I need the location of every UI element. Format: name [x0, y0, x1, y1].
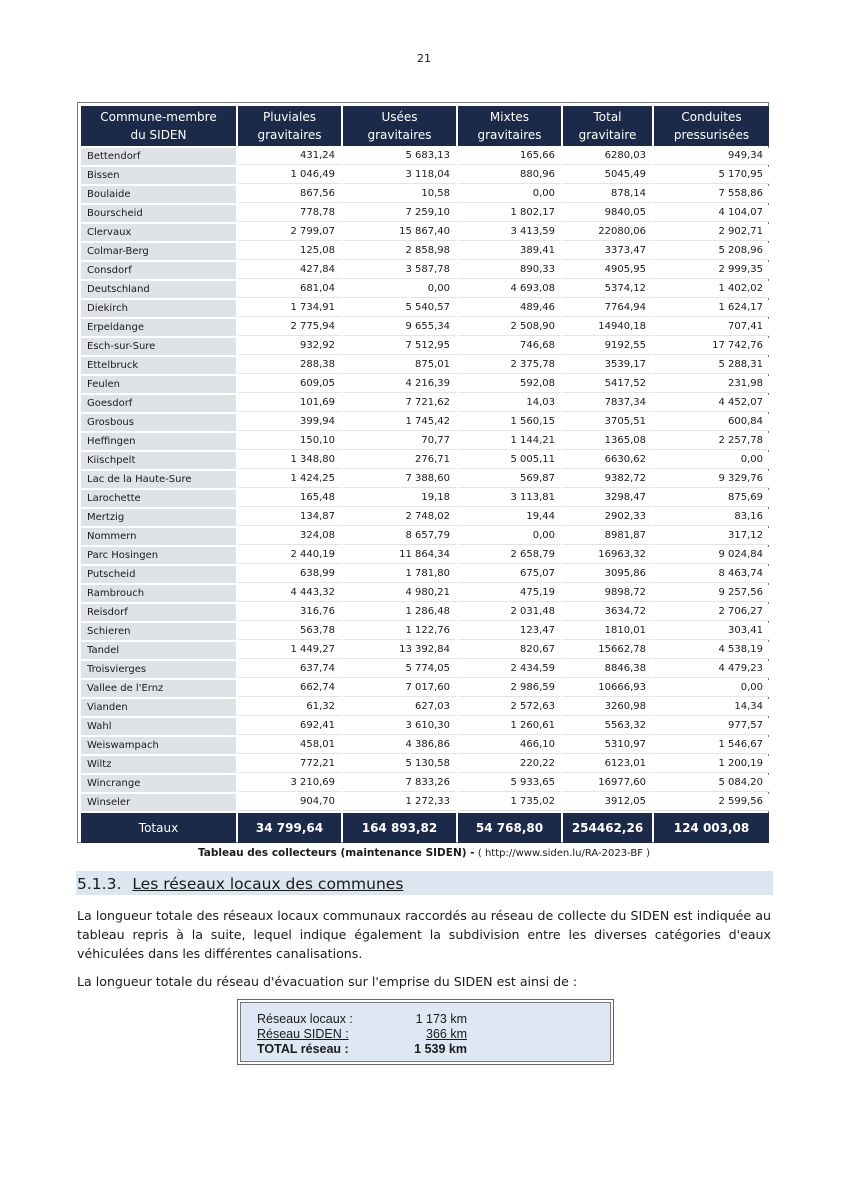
- pluviales-cell: 637,74: [238, 661, 341, 678]
- table-row: [81, 471, 769, 488]
- usees-cell: 1 781,80: [343, 566, 456, 583]
- commune-cell: Troisvierges: [81, 661, 236, 678]
- usees-cell: 7 833,26: [343, 775, 456, 792]
- pluviales-cell: 399,94: [238, 414, 341, 431]
- mixtes-cell: 3 413,59: [458, 224, 561, 241]
- pluviales-cell: 324,08: [238, 528, 341, 545]
- header-commune: Commune-membre du SIDEN: [81, 106, 236, 146]
- mixtes-cell: 389,41: [458, 243, 561, 260]
- total-cell: 15662,78: [563, 642, 652, 659]
- total-cell: 3634,72: [563, 604, 652, 621]
- conduites-cell: 5 084,20: [654, 775, 769, 792]
- mixtes-cell: 475,19: [458, 585, 561, 602]
- table-row: [81, 433, 769, 450]
- header-total: Total gravitaire: [563, 106, 652, 146]
- total-cell: 9382,72: [563, 471, 652, 488]
- pluviales-cell: 4 443,32: [238, 585, 341, 602]
- table-row: [81, 300, 769, 317]
- usees-cell: 13 392,84: [343, 642, 456, 659]
- pluviales-cell: 427,84: [238, 262, 341, 279]
- table-row: [81, 585, 769, 602]
- mixtes-cell: 592,08: [458, 376, 561, 393]
- conduites-cell: 1 624,17: [654, 300, 769, 317]
- total-cell: 16963,32: [563, 547, 652, 564]
- table-row: [81, 414, 769, 431]
- pluviales-cell: 288,38: [238, 357, 341, 374]
- commune-cell: Erpeldange: [81, 319, 236, 336]
- table-row: [81, 528, 769, 545]
- usees-cell: 11 864,34: [343, 547, 456, 564]
- pluviales-cell: 609,05: [238, 376, 341, 393]
- commune-cell: Wincrange: [81, 775, 236, 792]
- conduites-cell: 5 170,95: [654, 167, 769, 184]
- summary-row-total: [257, 1042, 467, 1057]
- totals-total: 254462,26: [563, 813, 652, 843]
- usees-cell: 19,18: [343, 490, 456, 507]
- commune-cell: Weiswampach: [81, 737, 236, 754]
- commune-cell: Tandel: [81, 642, 236, 659]
- commune-cell: Reisdorf: [81, 604, 236, 621]
- caption-source: ( http://www.siden.lu/RA-2023-BF ): [477, 848, 651, 859]
- mixtes-cell: 880,96: [458, 167, 561, 184]
- pluviales-cell: 1 348,80: [238, 452, 341, 469]
- table-row: [81, 338, 769, 355]
- total-cell: 8846,38: [563, 661, 652, 678]
- total-cell: 3539,17: [563, 357, 652, 374]
- mixtes-cell: 0,00: [458, 186, 561, 203]
- table-row: [81, 452, 769, 469]
- usees-cell: 1 745,42: [343, 414, 456, 431]
- usees-cell: 1 272,33: [343, 794, 456, 811]
- pluviales-cell: 134,87: [238, 509, 341, 526]
- pluviales-cell: 125,08: [238, 243, 341, 260]
- conduites-cell: 4 104,07: [654, 205, 769, 222]
- mixtes-cell: 0,00: [458, 528, 561, 545]
- conduites-cell: 5 208,96: [654, 243, 769, 260]
- total-cell: 10666,93: [563, 680, 652, 697]
- commune-cell: Vianden: [81, 699, 236, 716]
- commune-cell: Grosbous: [81, 414, 236, 431]
- conduites-cell: 600,84: [654, 414, 769, 431]
- usees-cell: 9 655,34: [343, 319, 456, 336]
- usees-cell: 5 774,05: [343, 661, 456, 678]
- totals-conduites: 124 003,08: [654, 813, 769, 843]
- conduites-cell: 14,34: [654, 699, 769, 716]
- usees-cell: 1 286,48: [343, 604, 456, 621]
- totals-label: Totaux: [81, 813, 236, 843]
- usees-cell: 3 118,04: [343, 167, 456, 184]
- mixtes-cell: 2 031,48: [458, 604, 561, 621]
- pluviales-cell: 681,04: [238, 281, 341, 298]
- usees-cell: 15 867,40: [343, 224, 456, 241]
- mixtes-cell: 675,07: [458, 566, 561, 583]
- commune-cell: Consdorf: [81, 262, 236, 279]
- mixtes-cell: 890,33: [458, 262, 561, 279]
- totals-mixtes: 54 768,80: [458, 813, 561, 843]
- pluviales-cell: 1 046,49: [238, 167, 341, 184]
- table-row: [81, 680, 769, 697]
- header-pluviales: Pluviales gravitaires: [238, 106, 341, 146]
- header-usees: Usées gravitaires: [343, 106, 456, 146]
- usees-cell: 2 748,02: [343, 509, 456, 526]
- table-row: [81, 699, 769, 716]
- summary-row-siden: [257, 1027, 467, 1042]
- commune-cell: Esch-sur-Sure: [81, 338, 236, 355]
- commune-cell: Putscheid: [81, 566, 236, 583]
- conduites-cell: 303,41: [654, 623, 769, 640]
- pluviales-cell: 316,76: [238, 604, 341, 621]
- pluviales-cell: 2 799,07: [238, 224, 341, 241]
- mixtes-cell: 1 144,21: [458, 433, 561, 450]
- pluviales-cell: 2 775,94: [238, 319, 341, 336]
- conduites-cell: 4 538,19: [654, 642, 769, 659]
- total-cell: 7837,34: [563, 395, 652, 412]
- total-cell: 8981,87: [563, 528, 652, 545]
- mixtes-cell: 19,44: [458, 509, 561, 526]
- table-header-row: [81, 106, 769, 146]
- pluviales-cell: 867,56: [238, 186, 341, 203]
- mixtes-cell: 2 572,63: [458, 699, 561, 716]
- collectors-table: [79, 104, 771, 845]
- pluviales-cell: 778,78: [238, 205, 341, 222]
- total-cell: 4905,95: [563, 262, 652, 279]
- pluviales-cell: 165,48: [238, 490, 341, 507]
- summary-label: TOTAL réseau :: [257, 1042, 349, 1056]
- summary-value: 1 539 km: [414, 1042, 467, 1056]
- total-cell: 3260,98: [563, 699, 652, 716]
- section-title: Les réseaux locaux des communes: [132, 875, 404, 893]
- usees-cell: 7 721,62: [343, 395, 456, 412]
- conduites-cell: 2 706,27: [654, 604, 769, 621]
- usees-cell: 7 259,10: [343, 205, 456, 222]
- mixtes-cell: 1 260,61: [458, 718, 561, 735]
- mixtes-cell: 165,66: [458, 148, 561, 165]
- conduites-cell: 2 599,56: [654, 794, 769, 811]
- usees-cell: 3 587,78: [343, 262, 456, 279]
- conduites-cell: 875,69: [654, 490, 769, 507]
- commune-cell: Clervaux: [81, 224, 236, 241]
- conduites-cell: 0,00: [654, 680, 769, 697]
- table-row: [81, 186, 769, 203]
- conduites-cell: 1 546,67: [654, 737, 769, 754]
- pluviales-cell: 1 424,25: [238, 471, 341, 488]
- total-cell: 6630,62: [563, 452, 652, 469]
- conduites-cell: 2 257,78: [654, 433, 769, 450]
- mixtes-cell: 2 508,90: [458, 319, 561, 336]
- conduites-cell: 1 402,02: [654, 281, 769, 298]
- table-row: [81, 604, 769, 621]
- pluviales-cell: 932,92: [238, 338, 341, 355]
- usees-cell: 5 130,58: [343, 756, 456, 773]
- conduites-cell: 0,00: [654, 452, 769, 469]
- total-cell: 16977,60: [563, 775, 652, 792]
- total-cell: 9840,05: [563, 205, 652, 222]
- commune-cell: Parc Hosingen: [81, 547, 236, 564]
- conduites-cell: 9 024,84: [654, 547, 769, 564]
- usees-cell: 4 980,21: [343, 585, 456, 602]
- pluviales-cell: 101,69: [238, 395, 341, 412]
- total-cell: 6123,01: [563, 756, 652, 773]
- total-cell: 7764,94: [563, 300, 652, 317]
- table-row: [81, 357, 769, 374]
- mixtes-cell: 1 560,15: [458, 414, 561, 431]
- usees-cell: 276,71: [343, 452, 456, 469]
- summary-row-local: [257, 1012, 467, 1027]
- pluviales-cell: 61,32: [238, 699, 341, 716]
- table-body: [81, 148, 769, 811]
- pluviales-cell: 662,74: [238, 680, 341, 697]
- total-cell: 9192,55: [563, 338, 652, 355]
- total-cell: 3705,51: [563, 414, 652, 431]
- summary-value: 1 173 km: [415, 1012, 467, 1026]
- total-cell: 1365,08: [563, 433, 652, 450]
- mixtes-cell: 3 113,81: [458, 490, 561, 507]
- table-row: [81, 718, 769, 735]
- summary-value: 366 km: [426, 1027, 467, 1041]
- conduites-cell: 4 452,07: [654, 395, 769, 412]
- table-row: [81, 262, 769, 279]
- conduites-cell: 9 329,76: [654, 471, 769, 488]
- usees-cell: 10,58: [343, 186, 456, 203]
- conduites-cell: 317,12: [654, 528, 769, 545]
- conduites-cell: 4 479,23: [654, 661, 769, 678]
- commune-cell: Nommern: [81, 528, 236, 545]
- usees-cell: 2 858,98: [343, 243, 456, 260]
- mixtes-cell: 489,46: [458, 300, 561, 317]
- paragraph-total-length: La longueur totale du réseau d'évacuation sur l'emprise du SIDEN est ainsi de :: [77, 974, 578, 989]
- table-row: [81, 395, 769, 412]
- pluviales-cell: 638,99: [238, 566, 341, 583]
- table-row: [81, 775, 769, 792]
- total-cell: 878,14: [563, 186, 652, 203]
- conduites-cell: 707,41: [654, 319, 769, 336]
- usees-cell: 70,77: [343, 433, 456, 450]
- table-row: [81, 224, 769, 241]
- total-cell: 5563,32: [563, 718, 652, 735]
- mixtes-cell: 569,87: [458, 471, 561, 488]
- mixtes-cell: 1 802,17: [458, 205, 561, 222]
- commune-cell: Mertzig: [81, 509, 236, 526]
- conduites-cell: 5 288,31: [654, 357, 769, 374]
- totals-pluviales: 34 799,64: [238, 813, 341, 843]
- table-row: [81, 737, 769, 754]
- mixtes-cell: 5 005,11: [458, 452, 561, 469]
- table-row: [81, 756, 769, 773]
- conduites-cell: 231,98: [654, 376, 769, 393]
- mixtes-cell: 4 693,08: [458, 281, 561, 298]
- conduites-cell: 2 999,35: [654, 262, 769, 279]
- conduites-cell: 7 558,86: [654, 186, 769, 203]
- commune-cell: Ettelbruck: [81, 357, 236, 374]
- table-row: [81, 490, 769, 507]
- conduites-cell: 2 902,71: [654, 224, 769, 241]
- mixtes-cell: 746,68: [458, 338, 561, 355]
- table-row: [81, 547, 769, 564]
- commune-cell: Feulen: [81, 376, 236, 393]
- caption-title: Tableau des collecteurs (maintenance SIDEN) -: [197, 847, 475, 859]
- table-row: [81, 794, 769, 811]
- usees-cell: 8 657,79: [343, 528, 456, 545]
- total-cell: 3095,86: [563, 566, 652, 583]
- commune-cell: Wiltz: [81, 756, 236, 773]
- total-cell: 5374,12: [563, 281, 652, 298]
- usees-cell: 0,00: [343, 281, 456, 298]
- pluviales-cell: 1 734,91: [238, 300, 341, 317]
- total-cell: 2902,33: [563, 509, 652, 526]
- usees-cell: 4 216,39: [343, 376, 456, 393]
- conduites-cell: 83,16: [654, 509, 769, 526]
- header-mixtes: Mixtes gravitaires: [458, 106, 561, 146]
- commune-cell: Bourscheid: [81, 205, 236, 222]
- usees-cell: 5 683,13: [343, 148, 456, 165]
- usees-cell: 5 540,57: [343, 300, 456, 317]
- mixtes-cell: 14,03: [458, 395, 561, 412]
- commune-cell: Diekirch: [81, 300, 236, 317]
- usees-cell: 7 017,60: [343, 680, 456, 697]
- network-summary-inner: [240, 1002, 611, 1062]
- pluviales-cell: 563,78: [238, 623, 341, 640]
- commune-cell: Lac de la Haute-Sure: [81, 471, 236, 488]
- conduites-cell: 17 742,76: [654, 338, 769, 355]
- total-cell: 5417,52: [563, 376, 652, 393]
- commune-cell: Colmar-Berg: [81, 243, 236, 260]
- commune-cell: Kiischpelt: [81, 452, 236, 469]
- usees-cell: 875,01: [343, 357, 456, 374]
- commune-cell: Schieren: [81, 623, 236, 640]
- total-cell: 3912,05: [563, 794, 652, 811]
- table-row: [81, 281, 769, 298]
- table-row: [81, 623, 769, 640]
- pluviales-cell: 2 440,19: [238, 547, 341, 564]
- mixtes-cell: 2 434,59: [458, 661, 561, 678]
- commune-cell: Winseler: [81, 794, 236, 811]
- totals-row: [81, 813, 769, 843]
- usees-cell: 7 388,60: [343, 471, 456, 488]
- commune-cell: Deutschland: [81, 281, 236, 298]
- total-cell: 9898,72: [563, 585, 652, 602]
- conduites-cell: 9 257,56: [654, 585, 769, 602]
- summary-label: Réseau SIDEN :: [257, 1027, 349, 1041]
- pluviales-cell: 3 210,69: [238, 775, 341, 792]
- usees-cell: 627,03: [343, 699, 456, 716]
- mixtes-cell: 2 986,59: [458, 680, 561, 697]
- totals-usees: 164 893,82: [343, 813, 456, 843]
- total-cell: 1810,01: [563, 623, 652, 640]
- conduites-cell: 1 200,19: [654, 756, 769, 773]
- summary-label: Réseaux locaux :: [257, 1012, 353, 1026]
- usees-cell: 1 122,76: [343, 623, 456, 640]
- pluviales-cell: 431,24: [238, 148, 341, 165]
- mixtes-cell: 123,47: [458, 623, 561, 640]
- total-cell: 5045,49: [563, 167, 652, 184]
- section-heading: [76, 871, 773, 895]
- table-row: [81, 205, 769, 222]
- table-caption: [0, 847, 848, 859]
- network-summary-box: [237, 999, 614, 1065]
- page-number: 21: [417, 52, 431, 65]
- table-row: [81, 642, 769, 659]
- commune-cell: Bettendorf: [81, 148, 236, 165]
- table-row: [81, 661, 769, 678]
- pluviales-cell: 772,21: [238, 756, 341, 773]
- commune-cell: Vallee de l'Ernz: [81, 680, 236, 697]
- table-row: [81, 243, 769, 260]
- mixtes-cell: 1 735,02: [458, 794, 561, 811]
- total-cell: 22080,06: [563, 224, 652, 241]
- conduites-cell: 8 463,74: [654, 566, 769, 583]
- mixtes-cell: 2 375,78: [458, 357, 561, 374]
- commune-cell: Bissen: [81, 167, 236, 184]
- usees-cell: 7 512,95: [343, 338, 456, 355]
- commune-cell: Heffingen: [81, 433, 236, 450]
- table-row: [81, 319, 769, 336]
- conduites-cell: 949,34: [654, 148, 769, 165]
- pluviales-cell: 458,01: [238, 737, 341, 754]
- table-row: [81, 376, 769, 393]
- section-number: 5.1.3.: [77, 875, 122, 893]
- total-cell: 6280,03: [563, 148, 652, 165]
- usees-cell: 4 386,86: [343, 737, 456, 754]
- commune-cell: Goesdorf: [81, 395, 236, 412]
- commune-cell: Wahl: [81, 718, 236, 735]
- table-row: [81, 566, 769, 583]
- table-row: [81, 509, 769, 526]
- header-conduites: Conduites pressurisées: [654, 106, 769, 146]
- pluviales-cell: 692,41: [238, 718, 341, 735]
- mixtes-cell: 466,10: [458, 737, 561, 754]
- table-row: [81, 167, 769, 184]
- total-cell: 5310,97: [563, 737, 652, 754]
- commune-cell: Larochette: [81, 490, 236, 507]
- commune-cell: Boulaide: [81, 186, 236, 203]
- pluviales-cell: 150,10: [238, 433, 341, 450]
- total-cell: 3298,47: [563, 490, 652, 507]
- mixtes-cell: 2 658,79: [458, 547, 561, 564]
- paragraph-local-networks: La longueur totale des réseaux locaux communaux raccordés au réseau de collecte du SIDEN est indiquée au tableau repris à la suite, lequel indique également la subdivision entre les diverses catégories d'eaux véhiculées dans les différentes canalisations.: [77, 908, 771, 961]
- total-cell: 3373,47: [563, 243, 652, 260]
- mixtes-cell: 220,22: [458, 756, 561, 773]
- mixtes-cell: 5 933,65: [458, 775, 561, 792]
- usees-cell: 3 610,30: [343, 718, 456, 735]
- commune-cell: Rambrouch: [81, 585, 236, 602]
- pluviales-cell: 1 449,27: [238, 642, 341, 659]
- mixtes-cell: 820,67: [458, 642, 561, 659]
- total-cell: 14940,18: [563, 319, 652, 336]
- table-row: [81, 148, 769, 165]
- pluviales-cell: 904,70: [238, 794, 341, 811]
- conduites-cell: 977,57: [654, 718, 769, 735]
